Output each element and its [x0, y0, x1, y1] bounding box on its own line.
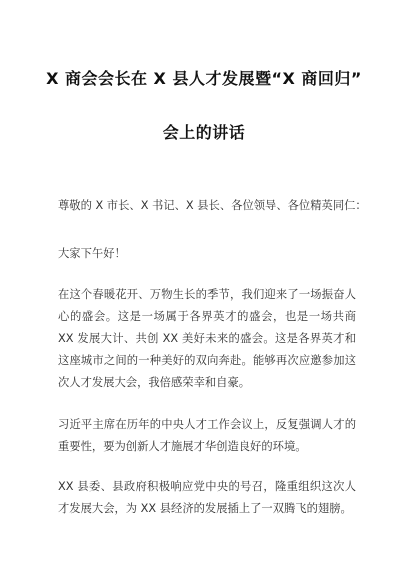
body-paragraph: 在这个春暖花开、万物生长的季节，我们迎来了一场振奋人心的盛会。这是一场属于各界英才的盛会，也是一场共商 XX 发展大计、共创 XX 美好未来的盛会。这是各界英才和这座城市之间的一种美好的双向奔赴。能够再次应邀参加这次人才发展大会，我倍感荣幸和自豪。 [58, 288, 356, 389]
document-title-line-1: X 商会会长在 X 县人才发展暨“X 商回归” [46, 69, 362, 88]
document-title-line-2: 会上的讲话 [162, 123, 246, 142]
body-paragraph: 习近平主席在历年的中央人才工作会议上，反复强调人才的重要性，要为创新人才施展才华创造良好的环境。 [58, 418, 356, 453]
greeting-paragraph: 大家下午好！ [58, 247, 126, 260]
body-paragraph: XX 县委、县政府积极响应党中央的号召，隆重组织这次人才发展大会，为 XX 县经济的发展插上了一双腾飞的翅膀。 [58, 480, 356, 515]
salutation-paragraph: 尊敬的 X 市长、X 书记、X 县长、各位领导、各位精英同仁： [58, 199, 367, 212]
